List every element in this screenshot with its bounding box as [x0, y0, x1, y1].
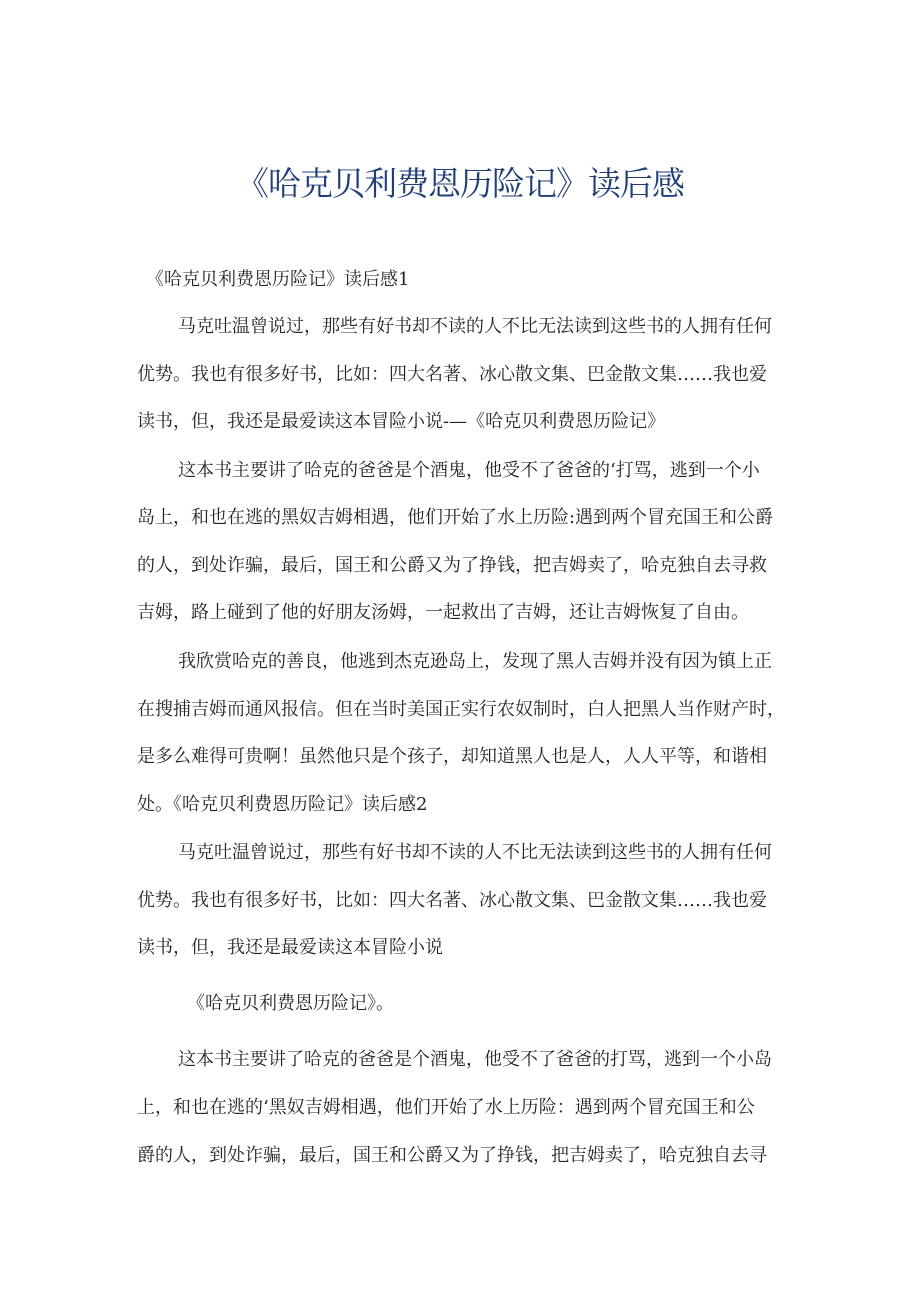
paragraph-line: 是多么难得可贵啊！虽然他只是个孩子，却知道黑人也是人，人人平等，和谐相: [137, 746, 767, 767]
paragraph-line: 这本书主要讲了哈克的爸爸是个酒鬼，他受不了爸爸的‘打骂，逃到一个小: [178, 460, 760, 481]
paragraph-line: 在搜捕吉姆而通风报信。但在当时美国正实行农奴制时，白人把黑人当作财产时，: [137, 699, 785, 720]
paragraph-line: 爵的人，到处诈骗，最后，国王和公爵又为了挣钱，把吉姆卖了，哈克独自去寻: [137, 1145, 767, 1166]
paragraph-line: 吉姆，路上碰到了他的好朋友汤姆，一起救出了吉姆，还让吉姆恢复了自由。: [137, 602, 749, 623]
paragraph-line: 优势。我也有很多好书，比如：四大名著、冰心散文集、巴金散文集……我也爱: [137, 364, 767, 385]
paragraph-line: 我欣赏哈克的善良，他逃到杰克逊岛上，发现了黑人吉姆并没有因为镇上正: [178, 651, 772, 672]
paragraph-line: 的人，到处诈骗，最后，国王和公爵又为了挣钱，把吉姆卖了，哈克独自去寻救: [137, 555, 767, 576]
paragraph-line: 上，和也在逃的‘黑奴吉姆相遇，他们开始了水上历险：遇到两个冒充国王和公: [137, 1097, 755, 1118]
paragraph-line: 优势。我也有很多好书，比如：四大名著、冰心散文集、巴金散文集……我也爱: [137, 890, 767, 911]
document-title: 《哈克贝利费恩历险记》读后感: [236, 164, 684, 203]
paragraph-line: 岛上，和也在逃的黑奴吉姆相遇，他们开始了水上历险:遇到两个冒充国王和公爵: [137, 507, 774, 528]
paragraph-line: 《哈克贝利费恩历险记》。: [187, 993, 394, 1014]
section-heading-2: 处。《哈克贝利费恩历险记》读后感2: [137, 794, 428, 815]
paragraph-line: 马克吐温曾说过，那些有好书却不读的人不比无法读到这些书的人拥有任何: [178, 316, 772, 337]
paragraph-line: 读书，但，我还是最爱读这本冒险小说-—《哈克贝利费恩历险记》: [137, 411, 666, 432]
paragraph-line: 读书，但，我还是最爱读这本冒险小说: [137, 937, 443, 958]
paragraph-line: 马克吐温曾说过，那些有好书却不读的人不比无法读到这些书的人拥有任何: [178, 842, 772, 863]
section-heading-1: 《哈克贝利费恩历险记》读后感1: [146, 269, 410, 290]
paragraph-line: 这本书主要讲了哈克的爸爸是个酒鬼，他受不了爸爸的打骂，逃到一个小岛: [178, 1049, 772, 1070]
